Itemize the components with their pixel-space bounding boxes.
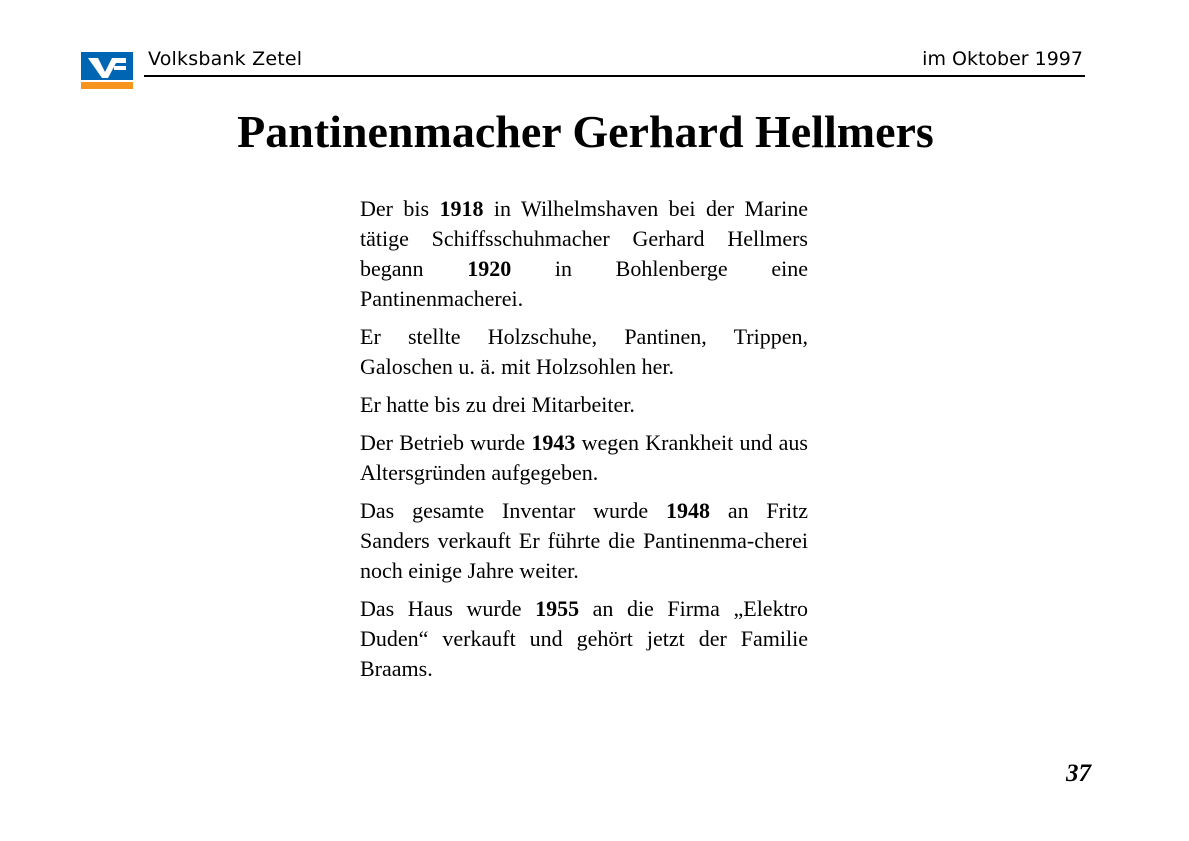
year-highlight: 1943 bbox=[531, 430, 576, 455]
paragraph-text: Der Betrieb wurde bbox=[360, 430, 532, 455]
header-divider bbox=[144, 75, 1085, 77]
paragraph-text: in Wilhelmshaven bei der Marine tätige Schiffsschuhmacher Gerhard Hellmers begann bbox=[360, 196, 808, 281]
paragraph-text: an die Firma „Elektro Duden“ verkauft und gehört jetzt der Familie Braams. bbox=[360, 596, 809, 681]
paragraph-text: an Fritz Sanders verkauft Er führte die Pantinenma-cherei noch einige Jahre weiter. bbox=[360, 498, 808, 583]
paragraph bbox=[360, 390, 808, 420]
paragraph-text: in Bohlenberge eine Pantinenmacherei. bbox=[360, 256, 809, 311]
paragraph-text: Er hatte bis zu drei Mitarbeiter. bbox=[360, 392, 635, 417]
paragraph-text: Der bis bbox=[360, 196, 440, 221]
paragraph bbox=[360, 496, 808, 586]
paragraph bbox=[360, 194, 808, 314]
document-date: im Oktober 1997 bbox=[922, 48, 1083, 70]
page-number: 37 bbox=[1066, 760, 1091, 787]
paragraph-text: wegen Krankheit und aus Altersgründen aufgegeben. bbox=[360, 430, 808, 485]
paragraph-text: Das Haus wurde bbox=[360, 596, 536, 621]
page-title: Pantinenmacher Gerhard Hellmers bbox=[237, 106, 934, 157]
paragraph bbox=[360, 322, 808, 382]
year-highlight: 1955 bbox=[535, 596, 580, 621]
paragraph-text: Das gesamte Inventar wurde bbox=[360, 498, 666, 523]
article-body bbox=[360, 194, 808, 692]
paragraph bbox=[360, 594, 808, 684]
volksbank-logo bbox=[81, 52, 133, 89]
bank-name: Volksbank Zetel bbox=[148, 48, 303, 70]
year-highlight: 1918 bbox=[439, 196, 484, 221]
year-highlight: 1948 bbox=[665, 498, 710, 523]
volksbank-logo-icon bbox=[81, 52, 133, 89]
paragraph bbox=[360, 428, 808, 488]
paragraph-text: Er stellte Holzschuhe, Pantinen, Trippen, Galoschen u. ä. mit Holzsohlen her. bbox=[360, 324, 808, 379]
year-highlight: 1920 bbox=[467, 256, 512, 281]
